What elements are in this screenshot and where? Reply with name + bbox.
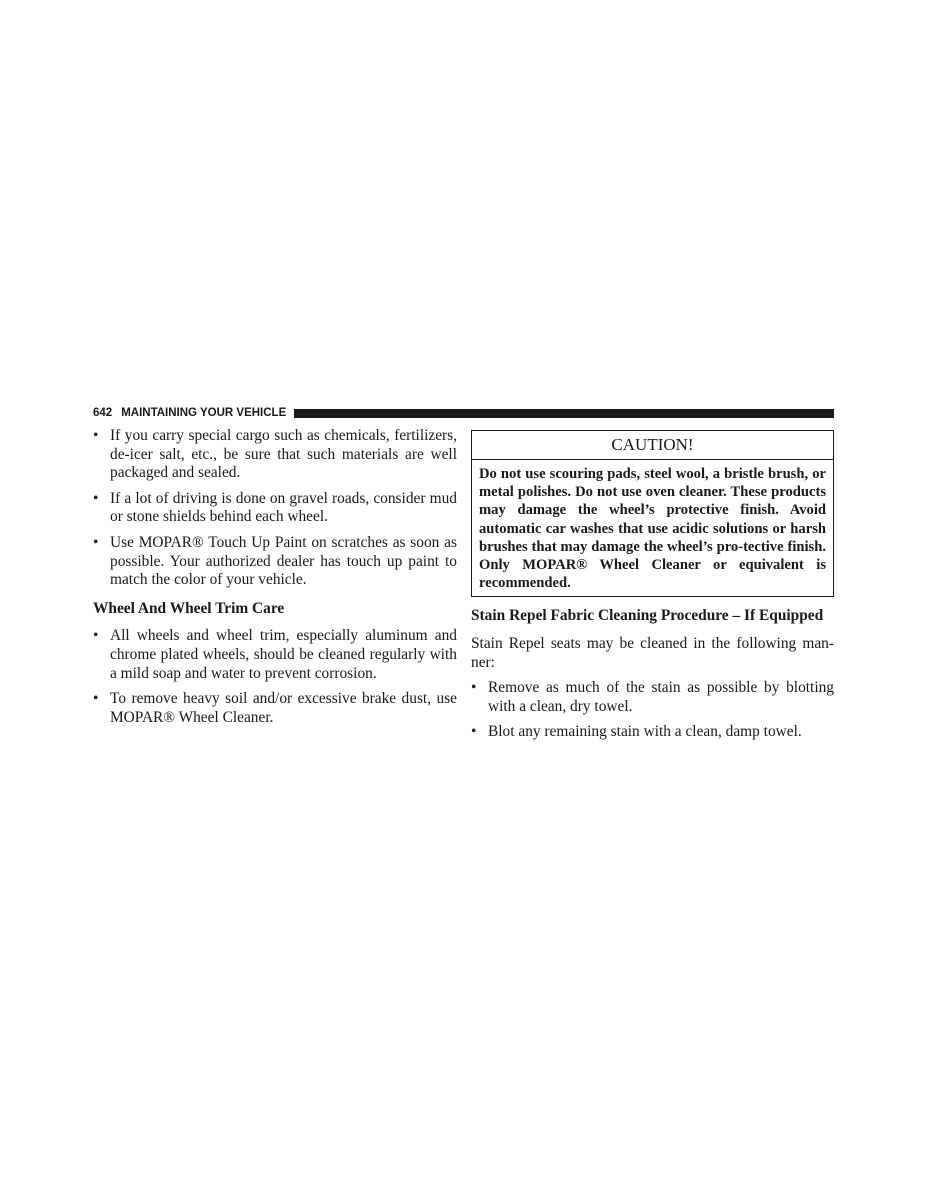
list-item-text: To remove heavy soil and/or excessive brake dust, use MOPAR® Wheel Cleaner.: [110, 690, 457, 726]
list-item: [93, 627, 457, 683]
list-item: [93, 690, 457, 727]
bullet-icon: •: [471, 679, 477, 697]
list-item: [93, 490, 457, 527]
bullet-icon: •: [93, 533, 99, 551]
bullet-icon: •: [93, 690, 99, 708]
page-header: [93, 405, 834, 421]
list-item: [93, 534, 457, 590]
left-column: [93, 427, 457, 734]
list-item-text: If a lot of driving is done on gravel roads, consider mud or stone shields behind each wheel.: [110, 489, 457, 526]
list-item-text: Remove as much of the stain as possible by blotting with a clean, dry towel.: [488, 679, 834, 715]
right-column: [471, 427, 834, 749]
caution-body: Do not use scouring pads, steel wool, a bristle brush, or metal polishes. Do not use oven cleaner. These products may damage the wheel’s protective finish. Avoid automatic car washes that use acidic solutions or harsh brushes that may damage the wheel’s pro-tective finish. Only MOPAR® Wheel Cleaner or equivalent is recommended.: [479, 466, 826, 592]
bullet-icon: •: [93, 489, 99, 507]
caution-title: CAUTION!: [472, 431, 833, 460]
list-item-text: Use MOPAR® Touch Up Paint on scratches as soon as possible. Your authorized dealer has touch up paint to match the color of your vehicle.: [110, 533, 457, 589]
stain-repel-intro: Stain Repel seats may be cleaned in the following man-ner:: [471, 635, 834, 671]
bullet-icon: •: [93, 427, 99, 444]
bullet-icon: •: [471, 723, 477, 741]
list-item-text: If you carry special cargo such as chemicals, fertilizers, de-icer salt, etc., be sure that such materials are well packaged and sealed.: [110, 427, 457, 482]
section-title: MAINTAINING YOUR VEHICLE: [121, 407, 287, 419]
list-item: [471, 679, 834, 716]
header-rule: [294, 409, 834, 418]
list-item-text: Blot any remaining stain with a clean, damp towel.: [488, 723, 802, 741]
list-item-text: All wheels and wheel trim, especially aluminum and chrome plated wheels, should be cleaned regularly with a mild soap and water to prevent corrosion.: [110, 627, 457, 682]
stain-repel-heading: Stain Repel Fabric Cleaning Procedure – If Equipped: [471, 607, 824, 625]
list-item: [471, 723, 834, 742]
list-item: [93, 427, 457, 483]
bullet-icon: •: [93, 627, 99, 645]
caution-box: [471, 430, 834, 597]
page-number: 642: [93, 407, 113, 419]
wheel-care-heading: Wheel And Wheel Trim Care: [93, 599, 285, 617]
